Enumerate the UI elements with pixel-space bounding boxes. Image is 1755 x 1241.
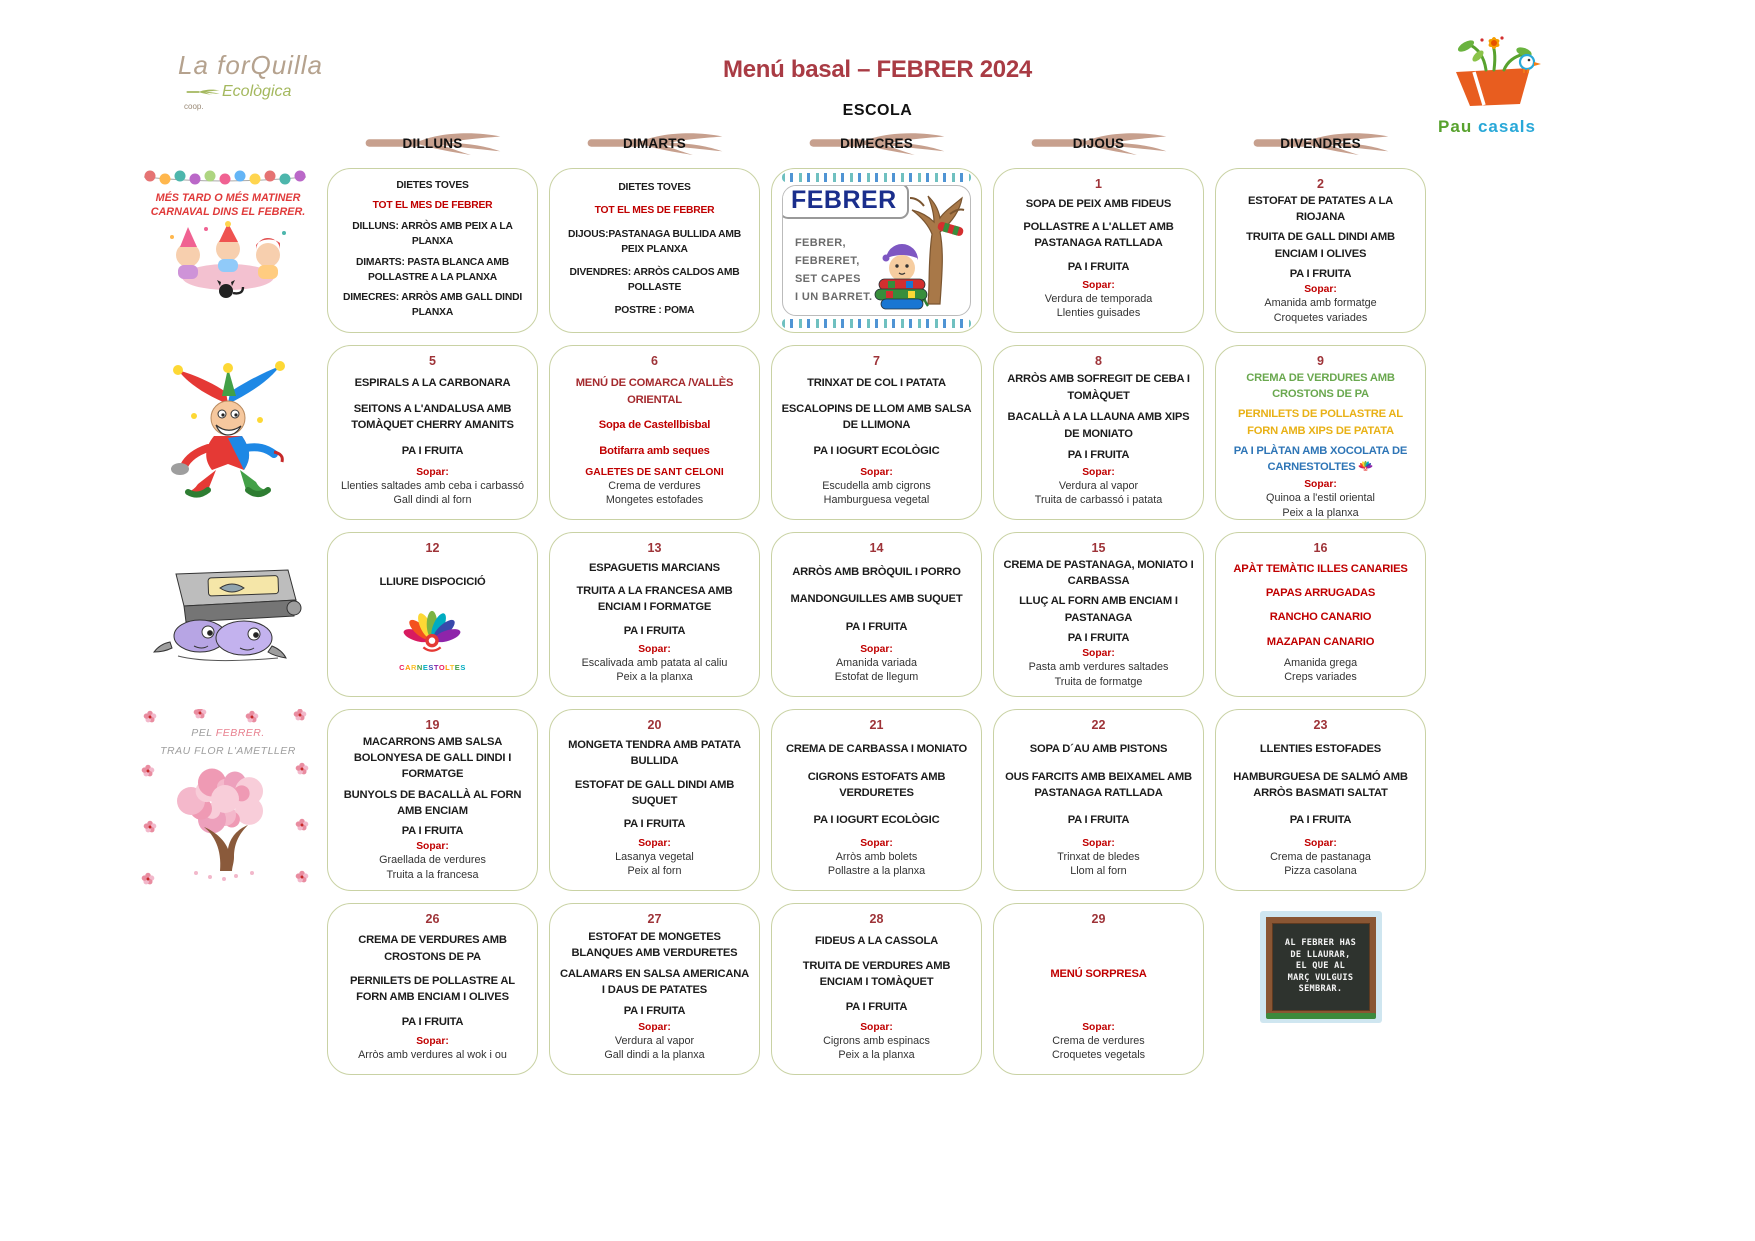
menu-card-day-5 bbox=[327, 345, 538, 520]
sopar-block bbox=[559, 644, 750, 685]
flower-pot-icon bbox=[1432, 97, 1542, 114]
menu-card-dietes-toves-1 bbox=[327, 168, 538, 333]
menu-item: ARRÒS AMB BRÒQUIL I PORRO bbox=[792, 566, 961, 579]
menu-lines bbox=[1225, 732, 1416, 838]
menu-item: PA I IOGURT ECOLÒGIC bbox=[813, 445, 940, 458]
day-number: 26 bbox=[425, 912, 440, 926]
menu-item: CIGRONS ESTOFATS AMB VERDURETES bbox=[807, 770, 946, 799]
day-number: 16 bbox=[1313, 541, 1328, 555]
menu-card-day-15 bbox=[993, 532, 1204, 697]
menu-item: DIJOUS:PASTANAGA BULLIDA AMB PEIX PLANXA bbox=[567, 228, 742, 255]
sopar-item: Estofat de llegum bbox=[834, 671, 919, 684]
menu-item: DIETES TOVES bbox=[618, 182, 691, 194]
menu-item: PA I FRUITA bbox=[1289, 267, 1352, 280]
menu-item: ARRÒS AMB SOFREGIT DE CEBA I TOMÀQUET bbox=[1007, 373, 1190, 402]
carnival-mask-icon bbox=[1358, 460, 1373, 477]
sopar-item: Arròs amb verdures al wok i ou bbox=[358, 1049, 507, 1062]
menu-card-day-14 bbox=[771, 532, 982, 697]
corner-spacer bbox=[140, 130, 316, 156]
sardine-tin-illustration bbox=[148, 556, 308, 673]
page-title: Menú basal – FEBRER 2024 bbox=[723, 56, 1032, 83]
sopar-item: Pizza casolana bbox=[1284, 865, 1357, 878]
menu-card-day-9 bbox=[1215, 345, 1426, 520]
menu-item: PA I FRUITA bbox=[1289, 814, 1352, 827]
sopar-item: Peix a la planxa bbox=[616, 671, 693, 684]
sopar-item: Crema de verdures bbox=[608, 479, 701, 492]
menu-card-day-20 bbox=[549, 709, 760, 891]
sopar-item: Crema de pastanaga bbox=[1270, 850, 1371, 863]
sopar-item: Cigrons amb espinacs bbox=[823, 1034, 930, 1047]
menu-item: TRUITA DE VERDURES AMB ENCIAM I TOMÀQUET bbox=[802, 959, 951, 988]
menu-item: DILLUNS: ARRÒS AMB PEIX A LA PLANXA bbox=[352, 221, 513, 248]
sopar-label: Sopar: bbox=[416, 841, 449, 853]
weekday-label: DILLUNS bbox=[402, 135, 463, 151]
sopar-label: Sopar: bbox=[1082, 466, 1115, 478]
menu-item: PA I FRUITA bbox=[623, 1004, 686, 1017]
febrer-poem-inner bbox=[782, 185, 971, 316]
party-children-illustration bbox=[140, 219, 316, 308]
sopar-item: Trinxat de bledes bbox=[1057, 850, 1140, 863]
menu-item: ESPAGUETIS MARCIANS bbox=[589, 561, 720, 574]
menu-item: MENÚ SORPRESA bbox=[1050, 967, 1147, 980]
sopar-item: Llom al forn bbox=[1070, 865, 1127, 878]
jester-image bbox=[140, 345, 316, 520]
sopar-item: Verdura al vapor bbox=[1058, 479, 1139, 492]
menu-item: TOT EL MES DE FEBRER bbox=[594, 205, 715, 217]
day-number: 9 bbox=[1317, 354, 1324, 368]
menu-item: BACALLÀ A LA LLAUNA AMB XIPS DE MONIATO bbox=[1007, 411, 1190, 440]
menu-item: CREMA DE PASTANAGA, MONIATO I CARBASSA bbox=[1003, 559, 1194, 588]
day-number: 21 bbox=[869, 718, 884, 732]
sopar-block bbox=[1225, 838, 1416, 879]
sopar-block bbox=[1003, 467, 1194, 508]
page-subtitle: ESCOLA bbox=[842, 102, 913, 119]
brand-name: La forQuilla bbox=[178, 50, 323, 80]
menu-lines bbox=[781, 732, 972, 838]
menu-lines bbox=[559, 368, 750, 467]
menu-item: Sopa de Castellbisbal bbox=[598, 419, 711, 432]
almond-caption-line: TRAU FLOR L'AMETLLER bbox=[160, 744, 296, 757]
menu-calendar-grid bbox=[140, 130, 1426, 1075]
menu-card-day-19 bbox=[327, 709, 538, 891]
balloon-garland-icon bbox=[140, 172, 310, 189]
sopar-label: Sopar: bbox=[1304, 284, 1337, 296]
menu-card-day-29 bbox=[993, 903, 1204, 1075]
menu-lines bbox=[559, 175, 750, 325]
menu-card-day-7 bbox=[771, 345, 982, 520]
day-number: 1 bbox=[1095, 177, 1102, 191]
sopar-item: Amanida amb formatge bbox=[1264, 297, 1377, 310]
sopar-block bbox=[1225, 656, 1416, 685]
day-number: 20 bbox=[647, 718, 662, 732]
menu-card-day-27 bbox=[549, 903, 760, 1075]
menu-item: LLIURE DISPOCICIÓ bbox=[379, 575, 486, 588]
day-number: 14 bbox=[869, 541, 884, 555]
sopar-label: Sopar: bbox=[1304, 837, 1337, 849]
carnival-word: CARNESTOLTES bbox=[399, 663, 466, 673]
sopar-label: Sopar: bbox=[1082, 648, 1115, 660]
menu-lines bbox=[337, 368, 528, 467]
febrer-title-text: FEBRER bbox=[790, 186, 897, 214]
menu-card-day-1 bbox=[993, 168, 1204, 333]
menu-lines bbox=[1003, 732, 1194, 838]
menu-lines bbox=[1003, 368, 1194, 467]
sopar-label: Sopar: bbox=[1082, 279, 1115, 291]
menu-card-day-22 bbox=[993, 709, 1204, 891]
menu-lines bbox=[337, 732, 528, 841]
menu-lines bbox=[337, 175, 528, 325]
menu-item: DIMECRES: ARRÒS AMB GALL DINDI PLANXA bbox=[343, 292, 522, 319]
menu-item: DIETES TOVES bbox=[396, 179, 469, 191]
menu-lines bbox=[781, 555, 972, 644]
sopar-label: Sopar: bbox=[416, 466, 449, 478]
sopar-label: Sopar: bbox=[638, 643, 671, 655]
sopar-item: Truita a la francesa bbox=[386, 868, 479, 881]
day-number: 6 bbox=[651, 354, 658, 368]
menu-item: LLENTIES ESTOFADES bbox=[1259, 743, 1382, 756]
menu-item: PA I FRUITA bbox=[401, 825, 464, 838]
menu-item: HAMBURGUESA DE SALMÓ AMB ARRÒS BASMATI SALTAT bbox=[1233, 770, 1408, 799]
blackboard-cell bbox=[1215, 903, 1426, 1075]
menu-item: CREMA DE CARBASSA I MONIATO bbox=[785, 743, 968, 756]
menu-item: PERNILETS DE POLLASTRE AL FORN AMB XIPS DE PATATA bbox=[1238, 408, 1403, 437]
menu-item: PA I FRUITA bbox=[1067, 449, 1130, 462]
sopar-item: Graellada de verdures bbox=[379, 854, 486, 867]
carnival-mask-icon bbox=[401, 608, 463, 661]
sopar-label: Sopar: bbox=[860, 1021, 893, 1033]
menu-card-day-23 bbox=[1215, 709, 1426, 891]
sopar-label: GALETES DE SANT CELONI bbox=[585, 466, 724, 478]
menu-item: PA I FRUITA bbox=[1067, 631, 1130, 644]
brand-coop: coop. bbox=[184, 102, 204, 111]
sopar-item: Croquetes vegetals bbox=[1051, 1049, 1146, 1062]
day-number: 7 bbox=[873, 354, 880, 368]
blackboard-line: MARÇ VULGUIS bbox=[1287, 972, 1354, 983]
sopar-item: Peix a la planxa bbox=[838, 1049, 915, 1062]
pau-casals-logo bbox=[1412, 36, 1562, 137]
day-number: 29 bbox=[1091, 912, 1106, 926]
menu-item: LLUÇ AL FORN AMB ENCIAM I PASTANAGA bbox=[1019, 595, 1178, 624]
sopar-item: Peix al forn bbox=[627, 865, 682, 878]
menu-item: Botifarra amb seques bbox=[599, 445, 710, 458]
sopar-label: Sopar: bbox=[638, 837, 671, 849]
day-number: 27 bbox=[647, 912, 662, 926]
day-number: 28 bbox=[869, 912, 884, 926]
menu-lines bbox=[781, 368, 972, 467]
sopar-item: Mongetes estofades bbox=[605, 494, 704, 507]
jester-illustration bbox=[164, 356, 292, 509]
menu-item: POSTRE : POMA bbox=[614, 304, 695, 316]
blackboard-line: EL QUE AL bbox=[1295, 961, 1346, 972]
sopar-block bbox=[559, 838, 750, 879]
menu-item: ESPIRALS A LA CARBONARA bbox=[354, 377, 511, 390]
day-number: 19 bbox=[425, 718, 440, 732]
sopar-block bbox=[781, 1022, 972, 1063]
sopar-item: Arròs amb bolets bbox=[835, 850, 918, 863]
menu-item: TOT EL MES DE FEBRER bbox=[372, 200, 493, 212]
sopar-block bbox=[337, 1036, 528, 1063]
sopar-block bbox=[337, 841, 528, 882]
menu-card-day-16 bbox=[1215, 532, 1426, 697]
day-number: 13 bbox=[647, 541, 662, 555]
poem-line: SET CAPES bbox=[794, 273, 861, 286]
menu-lines bbox=[1225, 191, 1416, 284]
menu-lines bbox=[337, 555, 528, 689]
sopar-label: Sopar: bbox=[1304, 479, 1337, 491]
sopar-block bbox=[1225, 479, 1416, 520]
carnival-caption-line: MÉS TARD O MÉS MATINER bbox=[155, 192, 301, 204]
sopar-item: Crema de verdures bbox=[1052, 1034, 1145, 1047]
weekday-header-dimecres bbox=[771, 130, 982, 156]
sopar-block bbox=[559, 467, 750, 508]
sopar-label: Sopar: bbox=[860, 643, 893, 655]
menu-card-day-12 bbox=[327, 532, 538, 697]
sardine-tin-image bbox=[140, 532, 316, 697]
menu-item: MACARRONS AMB SALSA BOLONYESA DE GALL DINDI I FORMATGE bbox=[353, 736, 512, 781]
weekday-label: DIJOUS bbox=[1072, 135, 1125, 151]
poem-line: FEBRER, bbox=[794, 237, 847, 249]
menu-item: MENÚ DE COMARCA /VALLÈS ORIENTAL bbox=[575, 377, 734, 406]
menu-item: MONGETA TENDRA AMB PATATA BULLIDA bbox=[568, 739, 741, 768]
weekday-label: DIVENDRES bbox=[1280, 135, 1361, 151]
menu-lines bbox=[559, 926, 750, 1022]
menu-item: MAZAPAN CANARIO bbox=[1266, 635, 1375, 648]
weekday-header-dimarts bbox=[549, 130, 760, 156]
sopar-item: Llenties saltades amb ceba i carbassó bbox=[340, 479, 525, 492]
margin-none bbox=[140, 903, 316, 1075]
sopar-block bbox=[1225, 284, 1416, 325]
sopar-item: Creps variades bbox=[1284, 671, 1357, 684]
sopar-item: Pasta amb verdures saltades bbox=[1028, 661, 1169, 674]
sopar-item: Llenties guisades bbox=[1056, 307, 1141, 320]
sopar-item: Gall dindi al forn bbox=[393, 494, 472, 507]
school-name: Pau casals bbox=[1438, 117, 1536, 136]
sopar-block bbox=[559, 1022, 750, 1063]
menu-item: ESTOFAT DE PATATES A LA RIOJANA bbox=[1248, 195, 1393, 224]
menu-card-day-6 bbox=[549, 345, 760, 520]
sopar-item: Escalivada amb patata al caliu bbox=[581, 656, 728, 669]
menu-item: DIMARTS: PASTA BLANCA AMB POLLASTRE A LA PLANXA bbox=[355, 256, 510, 283]
sopar-item: Amanida variada bbox=[835, 656, 918, 669]
sopar-block bbox=[1003, 648, 1194, 689]
sopar-block bbox=[781, 467, 972, 508]
menu-item: OUS FARCITS AMB BEIXAMEL AMB PASTANAGA RATLLADA bbox=[1005, 770, 1192, 799]
sopar-item: Escudella amb cigrons bbox=[822, 479, 931, 492]
menu-item: SOPA DE PEIX AMB FIDEUS bbox=[1025, 197, 1172, 210]
menu-item: PA I FRUITA bbox=[401, 445, 464, 458]
menu-lines bbox=[337, 926, 528, 1036]
menu-lines bbox=[1003, 191, 1194, 280]
menu-item: TRUITA A LA FRANCESA AMB ENCIAM I FORMATGE bbox=[576, 585, 733, 614]
menu-item: APÀT TEMÀTIC ILLES CANARIES bbox=[1233, 562, 1408, 575]
sopar-item: Verdura al vapor bbox=[614, 1034, 695, 1047]
almond-caption bbox=[140, 725, 316, 761]
menu-item: CALAMARS EN SALSA AMERICANA I DAUS DE PATATES bbox=[560, 967, 749, 997]
blackboard-line: AL FEBRER HAS bbox=[1284, 938, 1357, 949]
menu-item: ESCALOPINS DE LLOM AMB SALSA DE LLIMONA bbox=[781, 403, 972, 432]
sopar-label: Sopar: bbox=[860, 466, 893, 478]
febrer-poem-card bbox=[771, 168, 982, 333]
sopar-label: Sopar: bbox=[416, 1036, 449, 1048]
sopar-item: Pollastre a la planxa bbox=[827, 865, 926, 878]
sopar-label: Sopar: bbox=[860, 837, 893, 849]
sopar-item: Lasanya vegetal bbox=[615, 850, 694, 863]
menu-item: BUNYOLS DE BACALLÀ AL FORN AMB ENCIAM bbox=[343, 788, 522, 817]
almond-tree-illustration bbox=[140, 874, 312, 891]
menu-item: ESTOFAT DE GALL DINDI AMB SUQUET bbox=[574, 778, 735, 808]
febrer-poem-text bbox=[795, 234, 873, 307]
menu-item: PA I FRUITA bbox=[1067, 814, 1130, 827]
menu-card-dietes-toves-2 bbox=[549, 168, 760, 333]
menu-item: PAPAS ARRUGADAS bbox=[1265, 587, 1376, 600]
winter-child-tree-illustration bbox=[864, 192, 970, 316]
sopar-item: Quinoa a l'estil oriental bbox=[1266, 492, 1375, 505]
day-number: 12 bbox=[425, 541, 440, 555]
sopar-block bbox=[781, 838, 972, 879]
menu-lines bbox=[1225, 555, 1416, 656]
menu-item: MANDONGUILLES AMB SUQUET bbox=[790, 593, 963, 606]
carnival-mask-image bbox=[399, 608, 466, 672]
weekday-label: DIMECRES bbox=[840, 135, 913, 151]
day-number: 2 bbox=[1317, 177, 1324, 191]
carnival-banner-image bbox=[140, 168, 316, 333]
garland-decoration bbox=[782, 319, 971, 328]
sopar-block bbox=[781, 644, 972, 685]
menu-item: PA I FRUITA bbox=[1067, 260, 1130, 273]
sopar-block bbox=[1003, 1022, 1194, 1063]
sopar-item: Amanida grega bbox=[1283, 656, 1358, 669]
sopar-item: Verdura de temporada bbox=[1044, 292, 1153, 305]
weekday-header-dijous bbox=[993, 130, 1204, 156]
almond-tree-image bbox=[140, 709, 316, 891]
menu-card-day-26 bbox=[327, 903, 538, 1075]
menu-item: PA I FRUITA bbox=[401, 1015, 464, 1028]
day-number: 8 bbox=[1095, 354, 1102, 368]
menu-item: PERNILETS DE POLLASTRE AL FORN AMB ENCIAM I OLIVES bbox=[350, 975, 515, 1004]
grass-decoration bbox=[1266, 1013, 1376, 1019]
sopar-item: Gall dindi a la planxa bbox=[604, 1049, 705, 1062]
sopar-item: Truita de formatge bbox=[1054, 675, 1143, 688]
weekday-label: DIMARTS bbox=[623, 135, 686, 151]
sopar-label: Sopar: bbox=[1082, 837, 1115, 849]
sopar-item: Croquetes variades bbox=[1273, 311, 1368, 324]
menu-lines bbox=[1003, 555, 1194, 648]
menu-item: PA I PLÀTAN AMB XOCOLATA DE CARNESTOLTES bbox=[1225, 443, 1416, 477]
sopar-label: Sopar: bbox=[1082, 1021, 1115, 1033]
day-number: 15 bbox=[1091, 541, 1106, 555]
menu-card-day-2 bbox=[1215, 168, 1426, 333]
menu-item: PA I FRUITA bbox=[845, 1000, 908, 1013]
menu-card-day-8 bbox=[993, 345, 1204, 520]
menu-item: SOPA D´AU AMB PISTONS bbox=[1029, 743, 1168, 756]
poem-line: FEBRERET, bbox=[794, 255, 860, 268]
menu-item: TRUITA DE GALL DINDI AMB ENCIAM I OLIVES bbox=[1246, 231, 1395, 260]
menu-lines bbox=[1225, 368, 1416, 479]
weekday-header-dilluns bbox=[327, 130, 538, 156]
menu-item: CREMA DE VERDURES AMB CROSTONS DE PA bbox=[358, 934, 507, 963]
brand-subtitle: Ecològica bbox=[222, 83, 292, 100]
weekday-header-divendres bbox=[1215, 130, 1426, 156]
blackboard-text bbox=[1266, 917, 1376, 1017]
menu-lines bbox=[1003, 926, 1194, 1022]
carnival-caption bbox=[140, 191, 316, 219]
almond-caption-line: PEL FEBRER. bbox=[191, 727, 265, 739]
menu-item: CREMA DE VERDURES AMB CROSTONS DE PA bbox=[1246, 372, 1395, 401]
menu-item: PA I FRUITA bbox=[623, 624, 686, 637]
sopar-item: Truita de carbassó i patata bbox=[1034, 494, 1163, 507]
sopar-block bbox=[1003, 838, 1194, 879]
sopar-item: Hamburguesa vegetal bbox=[823, 494, 930, 507]
menu-item: POLLASTRE A L'ALLET AMB PASTANAGA RATLLADA bbox=[1023, 221, 1174, 250]
sopar-block bbox=[337, 467, 528, 508]
menu-item: PA I IOGURT ECOLÒGIC bbox=[813, 814, 940, 827]
sopar-item: Peix a la planxa bbox=[1282, 506, 1359, 519]
menu-card-day-13 bbox=[549, 532, 760, 697]
menu-card-day-28 bbox=[771, 903, 982, 1075]
blackboard-line: DE LLAURAR, bbox=[1290, 949, 1351, 960]
menu-item: ESTOFAT DE MONGETES BLANQUES AMB VERDURETES bbox=[571, 930, 738, 959]
sopar-block bbox=[1003, 280, 1194, 321]
day-number: 22 bbox=[1091, 718, 1106, 732]
menu-item: DIVENDRES: ARRÒS CALDOS AMB POLLASTE bbox=[569, 266, 740, 293]
menu-item: FIDEUS A LA CASSOLA bbox=[815, 934, 938, 947]
day-number: 23 bbox=[1313, 718, 1328, 732]
blackboard-image bbox=[1260, 911, 1382, 1023]
menu-lines bbox=[781, 926, 972, 1022]
menu-lines bbox=[559, 732, 750, 838]
menu-lines bbox=[559, 555, 750, 644]
poem-line: I UN BARRET. bbox=[794, 291, 873, 304]
menu-card-day-21 bbox=[771, 709, 982, 891]
garland-decoration bbox=[782, 173, 971, 182]
menu-item: TRINXAT DE COL I PATATA bbox=[807, 377, 946, 390]
blackboard-line: SEMBRAR. bbox=[1298, 984, 1343, 995]
day-number: 5 bbox=[429, 354, 436, 368]
sopar-label: Sopar: bbox=[638, 1021, 671, 1033]
menu-item: PA I FRUITA bbox=[623, 818, 686, 831]
menu-item: RANCHO CANARIO bbox=[1269, 611, 1372, 624]
menu-item: PA I FRUITA bbox=[845, 620, 908, 633]
menu-item: SEITONS A L'ANDALUSA AMB TOMÀQUET CHERRY AMANITS bbox=[351, 403, 514, 432]
carnival-caption-line: CARNAVAL DINS EL FEBRER. bbox=[150, 206, 306, 219]
